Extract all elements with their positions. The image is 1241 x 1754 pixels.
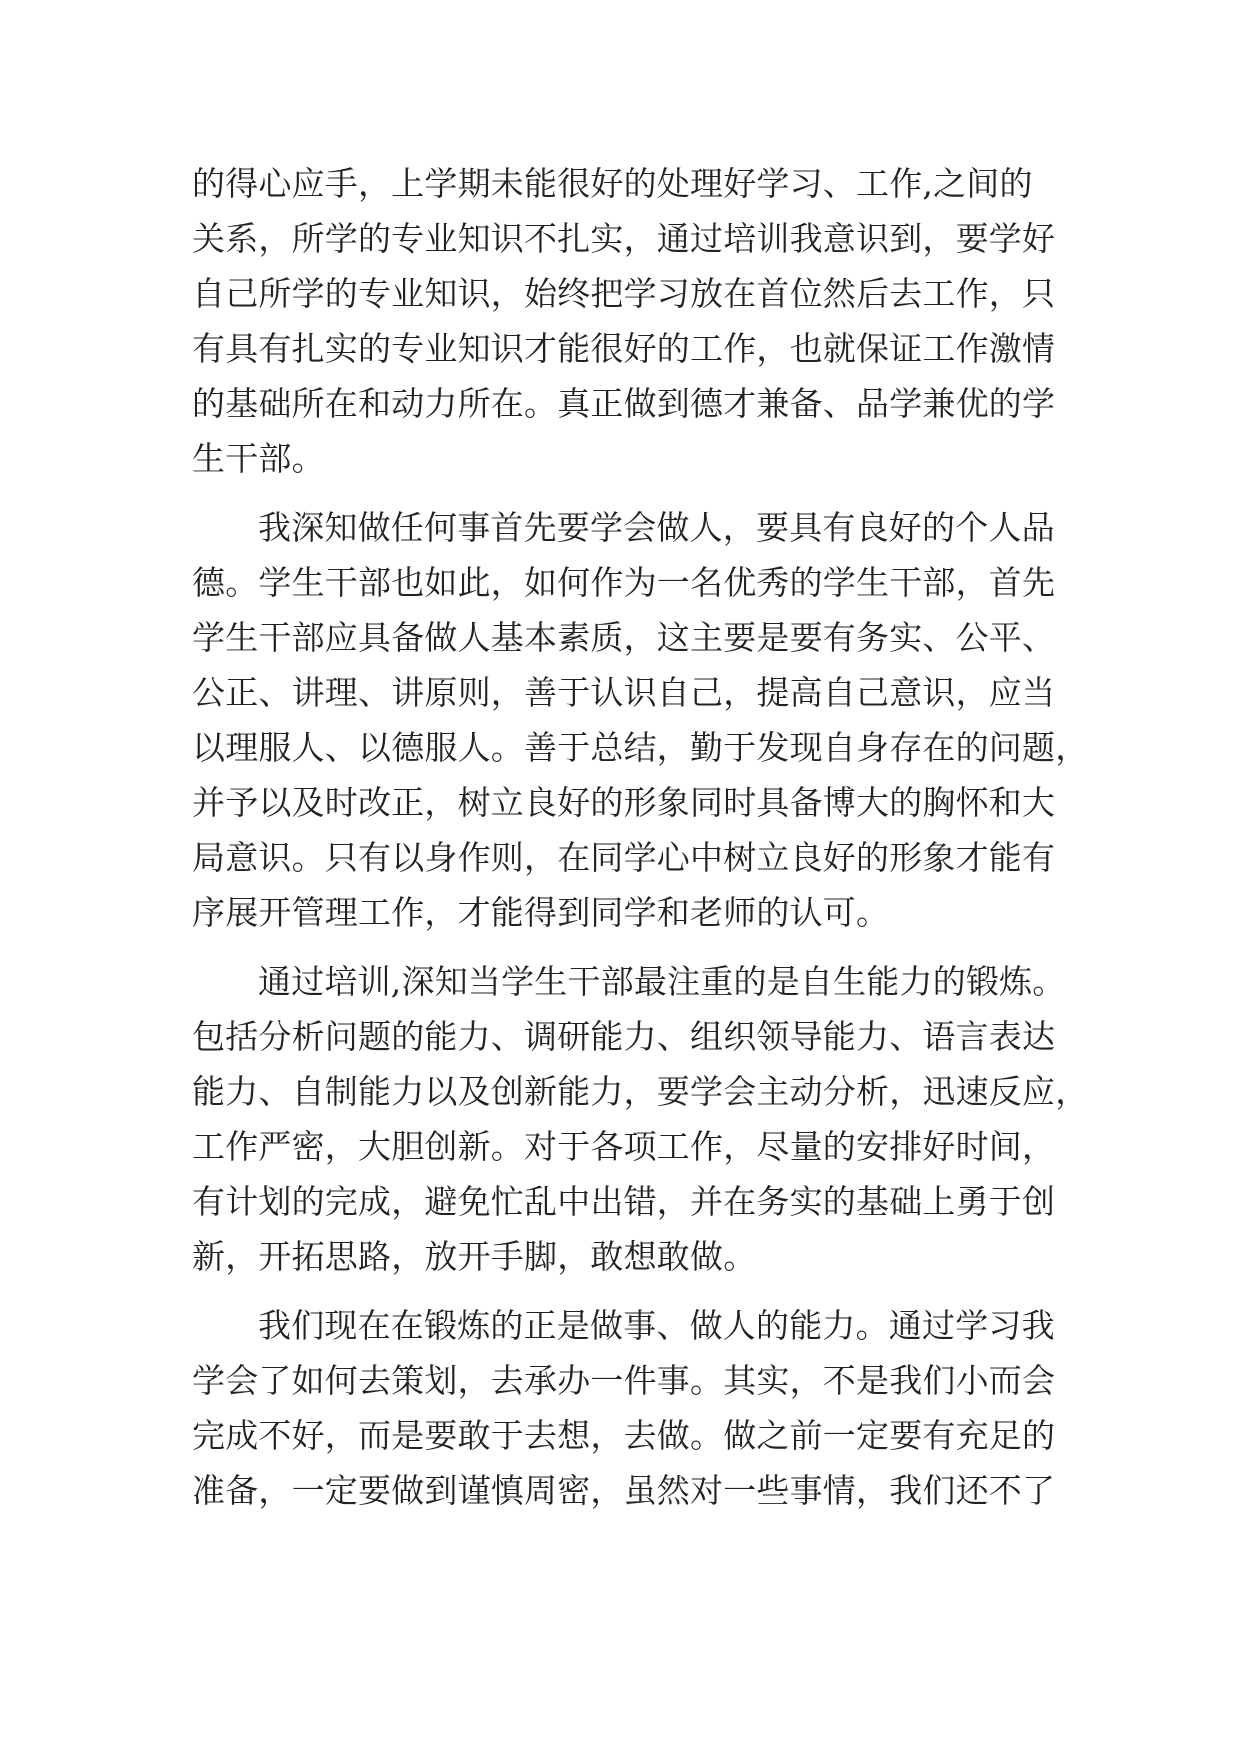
text-line: 能力、自制能力以及创新能力，要学会主动分析，迅速反应，	[192, 1072, 1089, 1111]
text-line: 的基础所在和动力所在。真正做到德才兼备、品学兼优的学	[192, 384, 1056, 423]
text-line: 有计划的完成，避免忙乱中出错，并在务实的基础上勇于创	[192, 1182, 1056, 1221]
text-line: 学会了如何去策划，去承办一件事。其实，不是我们小而会	[192, 1361, 1056, 1400]
text-line: 局意识。只有以身作则，在同学心中树立良好的形象才能有	[192, 838, 1056, 877]
paragraph-first-line: 我深知做任何事首先要学会做人，要具有良好的个人品	[258, 508, 1055, 547]
text-line: 关系，所学的专业知识不扎实，通过培训我意识到，要学好	[192, 219, 1056, 258]
text-line: 公正、讲理、讲原则，善于认识自己，提高自己意识，应当	[192, 673, 1056, 712]
text-line: 自己所学的专业知识，始终把学习放在首位然后去工作，只	[192, 274, 1056, 313]
text-line: 以理服人、以德服人。善于总结，勤于发现自身存在的问题，	[192, 728, 1089, 767]
text-line: 生干部。	[192, 439, 325, 478]
text-line: 的得心应手，上学期未能很好的处理好学习、工作,之间的	[192, 164, 1033, 203]
text-line: 并予以及时改正，树立良好的形象同时具备博大的胸怀和大	[192, 783, 1056, 822]
text-line: 德。学生干部也如此，如何作为一名优秀的学生干部，首先	[192, 563, 1056, 602]
text-line: 包括分析问题的能力、调研能力、组织领导能力、语言表达	[192, 1017, 1056, 1056]
text-line: 学生干部应具备做人基本素质，这主要是要有务实、公平、	[192, 618, 1056, 657]
text-line: 序展开管理工作，才能得到同学和老师的认可。	[192, 893, 890, 932]
text-line: 工作严密，大胆创新。对于各项工作，尽量的安排好时间，	[192, 1127, 1056, 1166]
text-line: 完成不好，而是要敢于去想，去做。做之前一定要有充足的	[192, 1416, 1056, 1455]
text-line: 新，开拓思路，放开手脚，敢想敢做。	[192, 1237, 757, 1276]
paragraph-first-line: 我们现在在锻炼的正是做事、做人的能力。通过学习我	[258, 1306, 1055, 1345]
text-line: 准备，一定要做到谨慎周密，虽然对一些事情，我们还不了	[192, 1471, 1056, 1510]
text-line: 有具有扎实的专业知识才能很好的工作，也就保证工作激情	[192, 329, 1056, 368]
paragraph-first-line: 通过培训,深知当学生干部最注重的是自生能力的锻炼。	[258, 962, 1066, 1001]
